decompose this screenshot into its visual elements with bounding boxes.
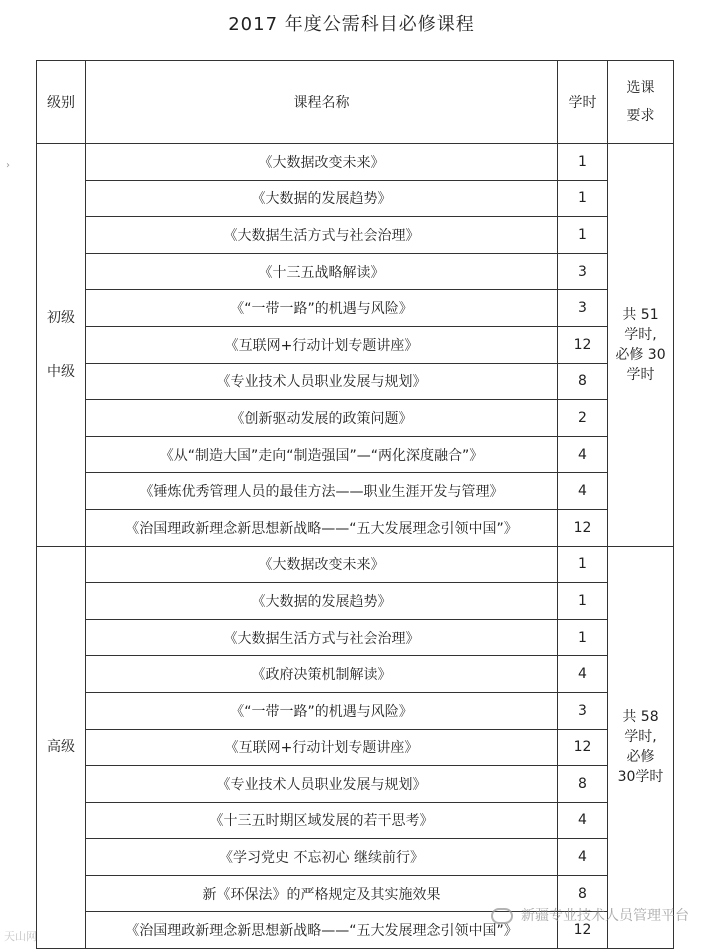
course-hours-cell: 12 — [558, 326, 608, 363]
header-requirement — [608, 61, 674, 144]
course-name-cell: 《锤炼优秀管理人员的最佳方法——职业生涯开发与管理》 — [86, 473, 558, 510]
level-cell: 高级 — [37, 546, 86, 949]
course-table — [36, 60, 674, 949]
course-name-cell: 《大数据的发展趋势》 — [86, 180, 558, 217]
course-name-cell: 《大数据的发展趋势》 — [86, 583, 558, 620]
table-row — [37, 400, 674, 437]
course-hours-cell: 1 — [558, 144, 608, 181]
course-hours-cell: 3 — [558, 290, 608, 327]
requirement-cell: 共 58 学时, 必修 30学时 — [608, 546, 674, 949]
table-row — [37, 766, 674, 803]
page-title: 2017 年度公需科目必修课程 — [228, 14, 475, 35]
table-row — [37, 473, 674, 510]
table-row — [37, 436, 674, 473]
course-name-cell: 《互联网+行动计划专题讲座》 — [86, 326, 558, 363]
course-hours-cell: 12 — [558, 509, 608, 546]
course-name-cell: 《治国理政新理念新思想新战略——“五大发展理念引领中国”》 — [86, 509, 558, 546]
course-name-cell: 《从“制造大国”走向“制造强国”—“两化深度融合”》 — [86, 436, 558, 473]
table-row — [37, 290, 674, 327]
course-hours-cell: 1 — [558, 583, 608, 620]
course-name-cell: 《大数据生活方式与社会治理》 — [86, 619, 558, 656]
table-row — [37, 144, 674, 181]
table-row — [37, 839, 674, 876]
course-hours-cell: 8 — [558, 875, 608, 912]
watermark-text: 新疆专业技术人员管理平台 — [521, 908, 689, 924]
course-hours-cell: 1 — [558, 546, 608, 583]
course-table-body — [37, 144, 674, 949]
course-hours-cell: 1 — [558, 619, 608, 656]
table-row — [37, 326, 674, 363]
course-hours-cell: 4 — [558, 436, 608, 473]
course-name-cell: 《大数据生活方式与社会治理》 — [86, 217, 558, 254]
table-row — [37, 729, 674, 766]
course-hours-cell: 12 — [558, 729, 608, 766]
course-name-cell: 《大数据改变未来》 — [86, 546, 558, 583]
table-row — [37, 802, 674, 839]
header-hours: 学时 — [558, 61, 608, 144]
course-hours-cell: 3 — [558, 692, 608, 729]
header-level: 级别 — [37, 61, 86, 144]
course-name-cell: 《互联网+行动计划专题讲座》 — [86, 729, 558, 766]
header-row — [37, 61, 674, 144]
table-row — [37, 180, 674, 217]
table-row — [37, 217, 674, 254]
margin-mark: › — [6, 160, 10, 171]
course-hours-cell: 4 — [558, 839, 608, 876]
course-hours-cell: 4 — [558, 656, 608, 693]
course-name-cell: 《专业技术人员职业发展与规划》 — [86, 363, 558, 400]
header-course-name: 课程名称 — [86, 61, 558, 144]
course-name-cell: 《“一带一路”的机遇与风险》 — [86, 290, 558, 327]
course-hours-cell: 4 — [558, 802, 608, 839]
course-name-cell: 《创新驱动发展的政策问题》 — [86, 400, 558, 437]
course-hours-cell: 3 — [558, 253, 608, 290]
course-hours-cell: 1 — [558, 217, 608, 254]
requirement-cell: 共 51 学时, 必修 30 学时 — [608, 144, 674, 547]
table-row — [37, 546, 674, 583]
course-name-cell: 《学习党史 不忘初心 继续前行》 — [86, 839, 558, 876]
course-name-cell: 《治国理政新理念新思想新战略——“五大发展理念引领中国”》 — [86, 912, 558, 949]
table-row — [37, 509, 674, 546]
course-hours-cell: 8 — [558, 363, 608, 400]
course-name-cell: 《专业技术人员职业发展与规划》 — [86, 766, 558, 803]
course-name-cell: 《十三五战略解读》 — [86, 253, 558, 290]
header-requirement-text: 选课要求 — [626, 80, 655, 124]
level-cell: 初级 中级 — [37, 144, 86, 547]
table-row — [37, 253, 674, 290]
course-hours-cell: 2 — [558, 400, 608, 437]
course-name-cell: 《政府决策机制解读》 — [86, 656, 558, 693]
course-hours-cell: 12 — [558, 912, 608, 949]
course-hours-cell: 8 — [558, 766, 608, 803]
table-row — [37, 692, 674, 729]
course-name-cell: 《大数据改变未来》 — [86, 144, 558, 181]
table-row — [37, 656, 674, 693]
wechat-logo-icon — [491, 908, 513, 924]
course-name-cell: 《十三五时期区域发展的若干思考》 — [86, 802, 558, 839]
table-row — [37, 363, 674, 400]
source-watermark: 天山网 — [4, 930, 37, 943]
course-hours-cell: 1 — [558, 180, 608, 217]
table-row — [37, 583, 674, 620]
course-name-cell: 新《环保法》的严格规定及其实施效果 — [86, 875, 558, 912]
course-name-cell: 《“一带一路”的机遇与风险》 — [86, 692, 558, 729]
course-hours-cell: 4 — [558, 473, 608, 510]
table-row — [37, 619, 674, 656]
platform-watermark — [491, 905, 689, 925]
